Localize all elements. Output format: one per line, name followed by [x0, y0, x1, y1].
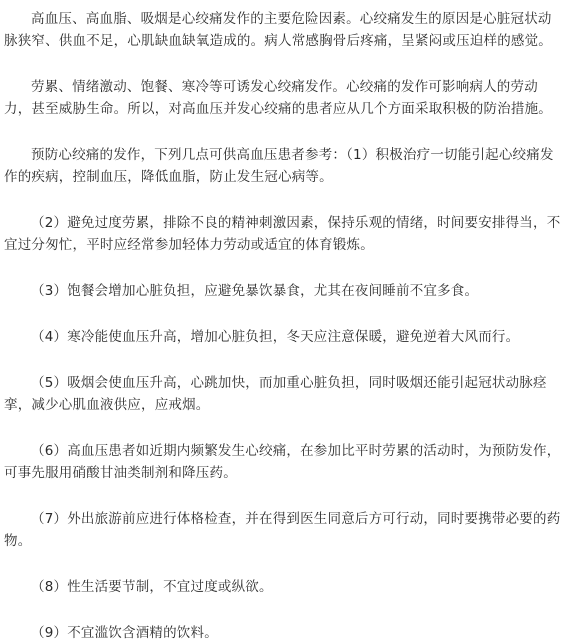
paragraph-item-4: （4）寒冷能使血压升高，增加心脏负担，冬天应注意保暖，避免逆着大风而行。: [31, 329, 520, 345]
paragraph-item-6: （6）高血压患者如近期内频繁发生心绞痛，在参加比平时劳累的活动时，为预防发作，可事先服用硝酸甘油类制剂和降压药。: [4, 443, 561, 481]
paragraph-item-8: （8）性生活要节制，不宜过度或纵欲。: [31, 579, 273, 595]
paragraph-item-2: （2）避免过度劳累，排除不良的精神刺激因素，保持乐观的情绪，时间要安排得当，不宜过分匆忙，平时应经常参加轻体力劳动或适宜的体育锻炼。: [4, 215, 561, 253]
paragraph-prevention-intro: 预防心绞痛的发作，下列几点可供高血压患者参考：（1）积极治疗一切能引起心绞痛发作的疾病，控制血压，降低血脂，防止发生冠心病等。: [4, 147, 554, 185]
paragraph-item-9: （9）不宜滥饮含酒精的饮料。: [31, 625, 218, 641]
paragraph-item-7: （7）外出旅游前应进行体格检查，并在得到医生同意后方可行动，同时要携带必要的药物。: [4, 511, 561, 549]
paragraph-risk-factors: 高血压、高血脂、吸烟是心绞痛发作的主要危险因素。心绞痛发生的原因是心脏冠状动脉狭窄、供血不足，心肌缺血缺氧造成的。病人常感胸骨后疼痛，呈紧闷或压迫样的感觉。: [4, 11, 552, 49]
paragraph-triggers: 劳累、情绪激动、饱餐、寒冷等可诱发心绞痛发作。心绞痛的发作可影响病人的劳动力，甚至威胁生命。所以，对高血压并发心绞痛的患者应从几个方面采取积极的防治措施。: [4, 79, 552, 117]
paragraph-item-3: （3）饱餐会增加心脏负担，应避免暴饮暴食，尤其在夜间睡前不宜多食。: [31, 283, 479, 299]
paragraph-item-5: （5）吸烟会使血压升高，心跳加快，而加重心脏负担，同时吸烟还能引起冠状动脉痉挛，减少心肌血液供应，应戒烟。: [4, 375, 547, 413]
